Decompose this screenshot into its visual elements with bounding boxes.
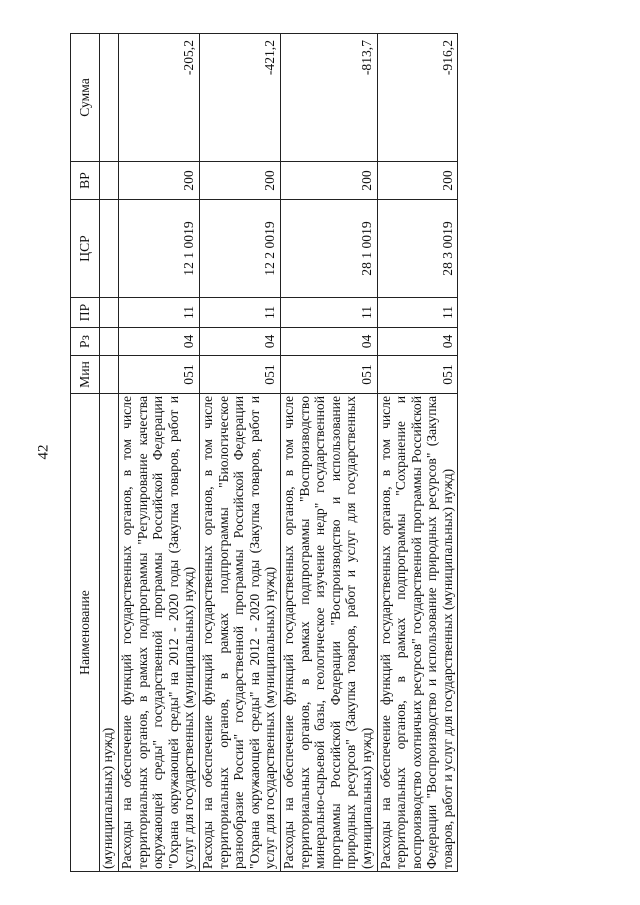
row-rz: 04 [280,328,377,356]
row-min: 051 [199,356,280,394]
row-vr: 200 [199,162,280,200]
continuation-row [100,34,119,872]
row-vr: 200 [280,162,377,200]
header-csr: ЦСР [71,200,100,298]
row-name: Расходы на обеспечение функций государственных органов, в том числе территориальных органов, в рамках подпрограммы "Биологическое разнообразие России" государственной программы Российской Федерации "Охрана окружающей среды" на 2012 - 2020 годы (Закупка товаров, работ и услуг для государственных (муниципальных) нужд) [199,394,280,872]
table-row [199,34,280,872]
row-csr: 12 1 0019 [119,200,200,298]
row-pr: 11 [119,298,200,328]
row-csr: 28 1 0019 [280,200,377,298]
row-pr: 11 [199,298,280,328]
header-pr: ПР [71,298,100,328]
row-rz: 04 [199,328,280,356]
row-rz: 04 [377,328,458,356]
page-number: 42 [35,444,52,460]
row-name: Расходы на обеспечение функций государственных органов, в том числе территориальных органов, в рамках подпрограммы "Воспроизводство минерально-сырьевой базы, геологическое изучение недр" государственной программы Российской Федерации "Воспроизводство и использование природных ресурсов" (Закупка товаров, работ и услуг для государственных (муниципальных) нужд) [280,394,377,872]
row-name: Расходы на обеспечение функций государственных органов, в том числе территориальных органов, в рамках подпрограммы "Регулирование качества окружающей среды" государственной программы Российской Федерации "Охрана окружающей среды" на 2012 - 2020 годы (Закупка товаров, работ и услуг для государственных (муниципальных) нужд) [119,394,200,872]
continuation-text: (муниципальных) нужд) [100,394,119,872]
row-sum: -205,2 [119,34,200,162]
header-sum: Сумма [71,34,100,162]
header-name: Наименование [71,394,100,872]
rotated-page [70,34,600,872]
row-min: 051 [377,356,458,394]
row-sum: -421,2 [199,34,280,162]
table-row [280,34,377,872]
row-pr: 11 [280,298,377,328]
table-row [377,34,458,872]
row-vr: 200 [119,162,200,200]
row-min: 051 [280,356,377,394]
header-vr: ВР [71,162,100,200]
row-sum: -916,2 [377,34,458,162]
row-sum: -813,7 [280,34,377,162]
row-csr: 12 2 0019 [199,200,280,298]
row-rz: 04 [119,328,200,356]
table-row [119,34,200,872]
row-pr: 11 [377,298,458,328]
row-min: 051 [119,356,200,394]
header-row [71,34,100,872]
row-csr: 28 3 0019 [377,200,458,298]
budget-table [70,33,458,872]
row-name: Расходы на обеспечение функций государственных органов, в том числе территориальных органов, в рамках подпрограммы "Сохранение и воспроизводство охотничьих ресурсов" государственной программы Российской Федерации "Воспроизводство и использование природных ресурсов" (Закупка товаров, работ и услуг для государственных (муниципальных) нужд) [377,394,458,872]
header-min: Мин [71,356,100,394]
header-rz: Рз [71,328,100,356]
row-vr: 200 [377,162,458,200]
